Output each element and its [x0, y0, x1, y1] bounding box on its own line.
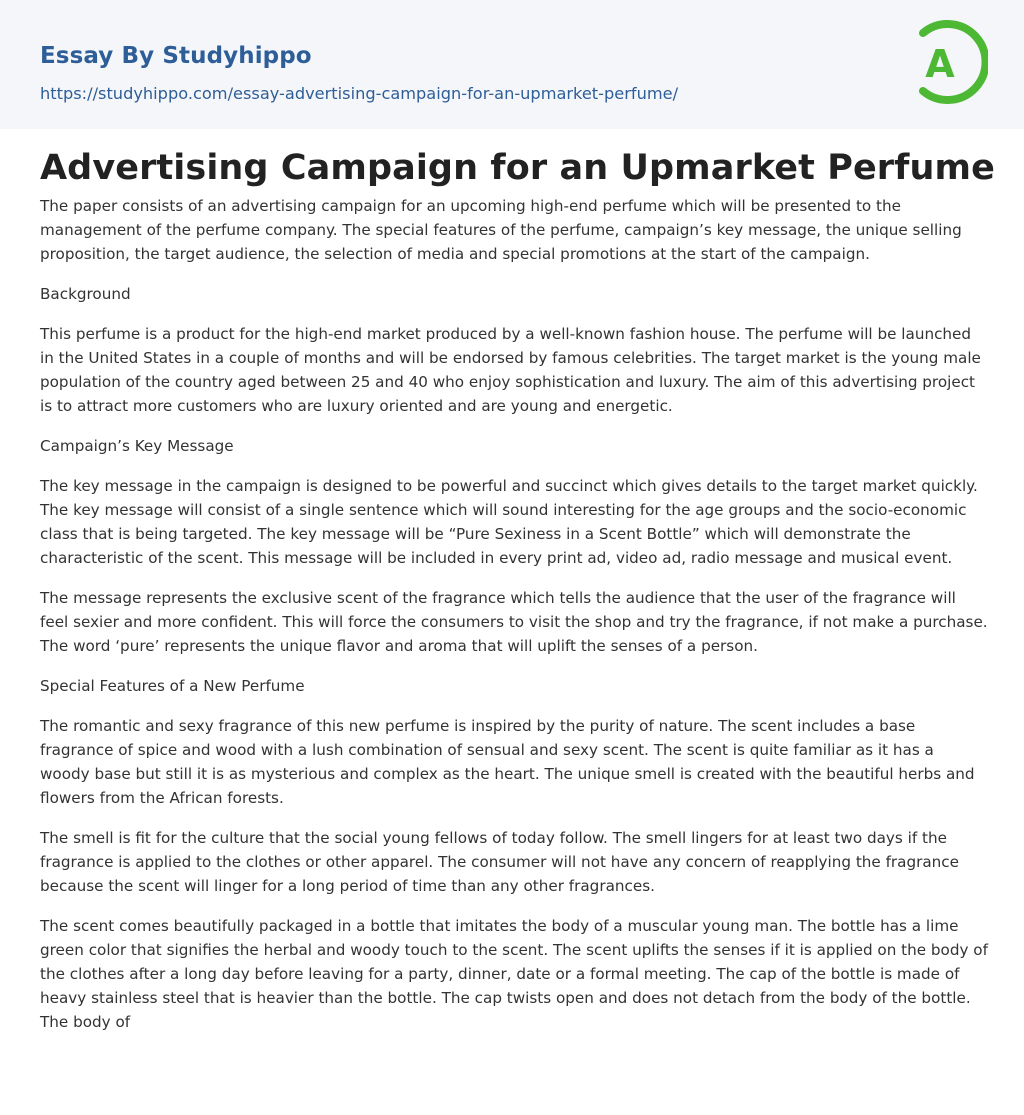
- paragraph-background: This perfume is a product for the high-end market produced by a well-known fashion house. The perfume will be launched in the United States in a couple of months and will be endorsed by famous celebrities. The target market is the young male population of the country aged between 25 and 40 who enjoy sophistication and luxury. The aim of this advertising project is to attract more customers who are luxury oriented and are young and energetic.: [40, 325, 981, 415]
- section-heading-background: Background: [40, 285, 131, 303]
- paragraph-key-message-1: The key message in the campaign is designed to be powerful and succinct which gives details to the target market quickly. The key message will consist of a single sentence which will sound interesting for the age groups and the socio-economic class that is being targeted. The key message will be “Pure Sexiness in a Scent Bottle” which will demonstrate the characteristic of the scent. This message will be included in every print ad, video ad, radio message and musical event.: [40, 477, 978, 567]
- paragraph-key-message-2: The message represents the exclusive scent of the fragrance which tells the audience that the user of the fragrance will feel sexier and more confident. This will force the consumers to visit the shop and try the fragrance, if not make a purchase. The word ‘pure’ represents the unique flavor and aroma that will uplift the senses of a person.: [40, 589, 988, 655]
- page-title: Advertising Campaign for an Upmarket Perfume: [40, 148, 995, 188]
- brand-title[interactable]: Essay By Studyhippo: [40, 43, 312, 69]
- intro-paragraph: The paper consists of an advertising campaign for an upcoming high-end perfume which will be presented to the management of the perfume company. The special features of the perfume, campaign’s key message, the unique selling proposition, the target audience, the selection of media and special promotions at the start of the campaign.: [40, 197, 962, 263]
- logo-letter: A: [925, 42, 955, 86]
- paragraph-special-features-3: The scent comes beautifully packaged in a bottle that imitates the body of a muscular young man. The bottle has a lime green color that signifies the herbal and woody touch to the scent. The scent uplifts the senses if it is applied on the body of the clothes after a long day before leaving for a party, dinner, date or a formal meeting. The cap of the bottle is made of heavy stainless steel that is heavier than the bottle. The cap twists open and does not detach from the body of the bottle. The body of: [40, 917, 988, 1031]
- section-heading-special-features: Special Features of a New Perfume: [40, 677, 305, 695]
- article-body: [40, 194, 988, 1050]
- section-heading-key-message: Campaign’s Key Message: [40, 437, 234, 455]
- essay-url-link[interactable]: https://studyhippo.com/essay-advertising-campaign-for-an-upmarket-perfume/: [40, 84, 679, 103]
- paragraph-special-features-2: The smell is fit for the culture that the social young fellows of today follow. The smell lingers for at least two days if the fragrance is applied to the clothes or other apparel. The consumer will not have any concern of reapplying the fragrance because the scent will linger for a long period of time than any other fragrances.: [40, 829, 959, 895]
- paragraph-special-features-1: The romantic and sexy fragrance of this new perfume is inspired by the purity of nature. The scent includes a base fragrance of spice and wood with a lush combination of sensual and sexy scent. The scent is quite familiar as it has a woody base but still it is as mysterious and complex as the heart. The unique smell is created with the beautiful herbs and flowers from the African forests.: [40, 717, 975, 807]
